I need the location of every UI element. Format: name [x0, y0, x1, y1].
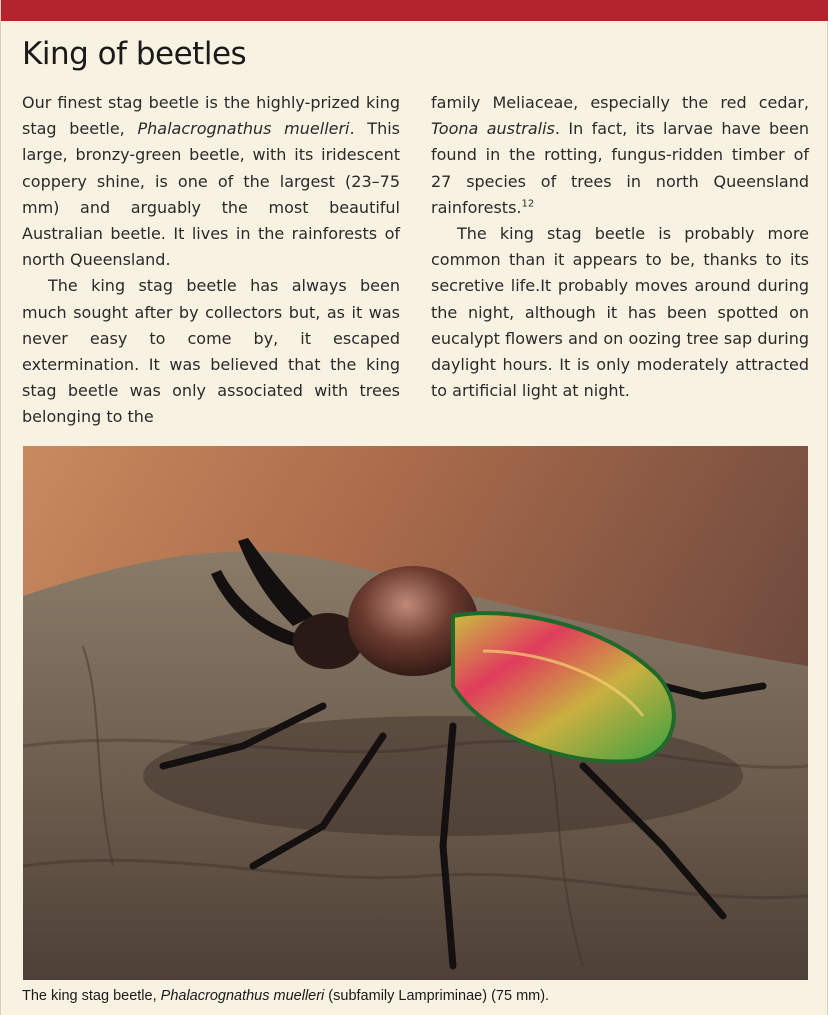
reference-superscript: 12	[521, 198, 535, 210]
paragraph: The king stag beetle is probably more common than it appears to be, thanks to its secretive life.It probably moves around during the night, although it has been spotted on eucalypt flowers and on oozing tree sap during daylight hours. It is only moderately attracted to artificial light at night.	[431, 224, 809, 401]
paragraph: Our finest stag beetle is the highly-prized king stag beetle, Phalacrognathus muelleri. This large, bronzy-green beetle, with its iridescent coppery shine, is one of the largest (23–75 mm) and arguably the most beautiful Australian beetle. It lives in the rainforests of north Queensland.	[22, 93, 400, 270]
text-column-left	[22, 90, 400, 431]
beetle-photo	[23, 446, 808, 980]
article-title: King of beetles	[22, 36, 247, 72]
red-header-bar	[1, 0, 828, 21]
species-name: Phalacrognathus muelleri	[137, 119, 350, 139]
caption-species: Phalacrognathus muelleri	[160, 988, 325, 1004]
paragraph: family Meliaceae, especially the red cedar, Toona australis. In fact, its larvae have been found in the rotting, fungus-ridden timber of 27 species of trees in north Queensland rainforests.$^{12}$	[431, 93, 809, 217]
species-name: Toona australis	[431, 119, 555, 139]
photo-caption: The king stag beetle, Phalacrognathus muelleri (subfamily Lampriminae) (75 mm).	[22, 988, 550, 1004]
text-column-right	[431, 90, 809, 404]
paragraph: The king stag beetle has always been much sought after by collectors but, as it was never easy to come by, it escaped extermination. It was believed that the king stag beetle was only associated with trees belonging to the	[22, 276, 400, 427]
beetle-illustration	[23, 446, 808, 980]
